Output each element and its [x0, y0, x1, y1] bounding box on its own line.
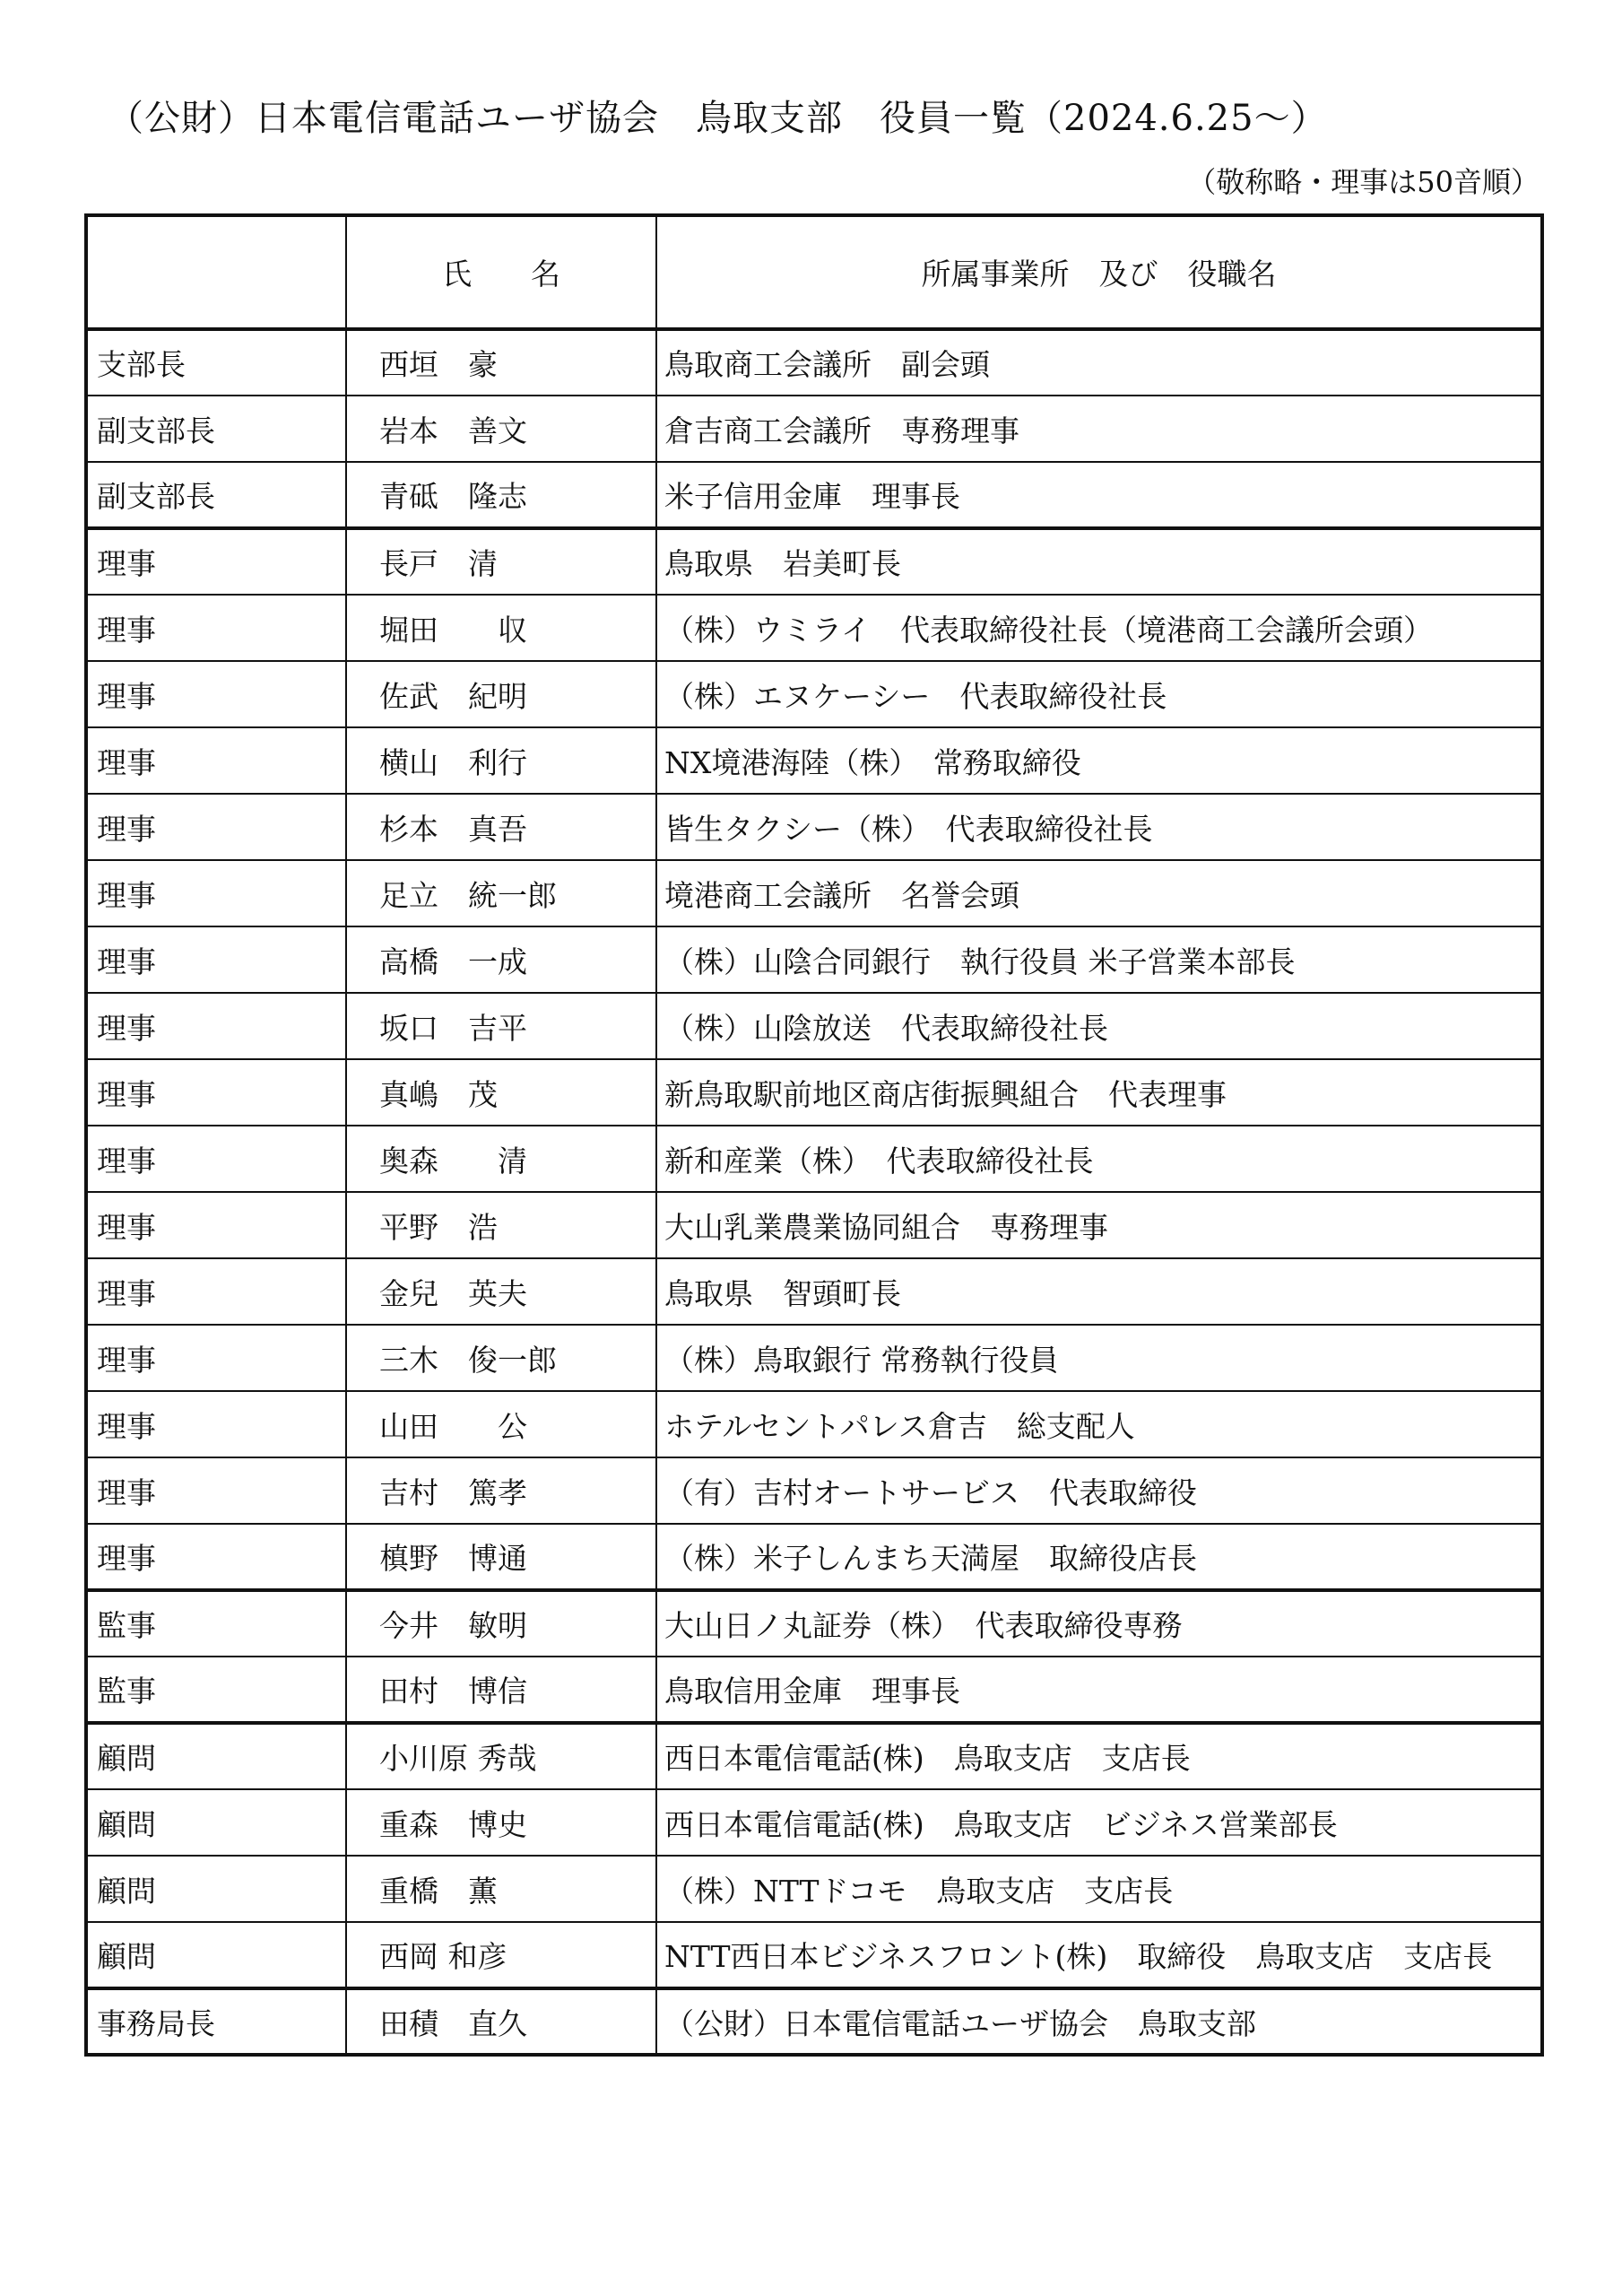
- table-row: [86, 595, 1542, 661]
- role-cell: 顧問: [86, 1922, 346, 1988]
- table-row: [86, 727, 1542, 794]
- affiliation-cell: （株）米子しんまち天満屋 取締役店長: [656, 1524, 1542, 1590]
- role-cell: 監事: [86, 1590, 346, 1657]
- affiliation-cell: 新和産業（株） 代表取締役社長: [656, 1126, 1542, 1192]
- affiliation-cell: （株）山陰合同銀行 執行役員 米子営業本部長: [656, 926, 1542, 993]
- role-cell: 顧問: [86, 1723, 346, 1789]
- affiliation-cell: （株）山陰放送 代表取締役社長: [656, 993, 1542, 1059]
- name-cell: 西垣 豪: [346, 329, 656, 396]
- role-cell: 事務局長: [86, 1988, 346, 2055]
- role-cell: 理事: [86, 993, 346, 1059]
- name-cell: 槙野 博通: [346, 1524, 656, 1590]
- role-cell: 理事: [86, 528, 346, 595]
- name-cell: 山田 公: [346, 1391, 656, 1457]
- name-cell: 重森 博史: [346, 1789, 656, 1856]
- table-row: [86, 1922, 1542, 1988]
- table-row: [86, 528, 1542, 595]
- name-cell: 杉本 真吾: [346, 794, 656, 860]
- table-row: [86, 1988, 1542, 2055]
- name-cell: 平野 浩: [346, 1192, 656, 1258]
- affiliation-cell: （公財）日本電信電話ユーザ協会 鳥取支部: [656, 1988, 1542, 2055]
- name-cell: 田村 博信: [346, 1657, 656, 1723]
- name-cell: 真嶋 茂: [346, 1059, 656, 1126]
- role-cell: 理事: [86, 926, 346, 993]
- table-row: [86, 1192, 1542, 1258]
- name-cell: 長戸 清: [346, 528, 656, 595]
- affiliation-cell: ホテルセントパレス倉吉 総支配人: [656, 1391, 1542, 1457]
- role-cell: 理事: [86, 1391, 346, 1457]
- name-cell: 吉村 篤孝: [346, 1457, 656, 1524]
- table-row: [86, 1457, 1542, 1524]
- name-cell: 田積 直久: [346, 1988, 656, 2055]
- name-cell: 金兒 英夫: [346, 1258, 656, 1325]
- name-cell: 今井 敏明: [346, 1590, 656, 1657]
- affiliation-cell: （株）エヌケーシー 代表取締役社長: [656, 661, 1542, 727]
- table-row: [86, 1657, 1542, 1723]
- name-cell: 三木 俊一郎: [346, 1325, 656, 1391]
- affiliation-cell: NX境港海陸（株） 常務取締役: [656, 727, 1542, 794]
- table-row: [86, 396, 1542, 462]
- affiliation-cell: 米子信用金庫 理事長: [656, 462, 1542, 528]
- affiliation-cell: 西日本電信電話(株) 鳥取支店 ビジネス営業部長: [656, 1789, 1542, 1856]
- affiliation-cell: （有）吉村オートサービス 代表取締役: [656, 1457, 1542, 1524]
- role-cell: 理事: [86, 661, 346, 727]
- honorific-note: （敬称略・理事は50音順）: [1187, 165, 1540, 199]
- role-cell: 理事: [86, 1325, 346, 1391]
- table-row: [86, 1126, 1542, 1192]
- table-header-row: [86, 215, 1542, 329]
- role-cell: 理事: [86, 1059, 346, 1126]
- document-title: （公財）日本電信電話ユーザ協会 鳥取支部 役員一覧（2024.6.25～）: [108, 98, 1328, 139]
- header-role: [86, 215, 346, 329]
- affiliation-cell: 鳥取県 岩美町長: [656, 528, 1542, 595]
- affiliation-cell: NTT西日本ビジネスフロント(株) 取締役 鳥取支店 支店長: [656, 1922, 1542, 1988]
- role-cell: 支部長: [86, 329, 346, 396]
- affiliation-cell: （株）NTTドコモ 鳥取支店 支店長: [656, 1856, 1542, 1922]
- name-cell: 高橋 一成: [346, 926, 656, 993]
- table-row: [86, 794, 1542, 860]
- name-cell: 横山 利行: [346, 727, 656, 794]
- name-cell: 青砥 隆志: [346, 462, 656, 528]
- role-cell: 副支部長: [86, 396, 346, 462]
- table-row: [86, 462, 1542, 528]
- table-row: [86, 993, 1542, 1059]
- affiliation-cell: （株）鳥取銀行 常務執行役員: [656, 1325, 1542, 1391]
- affiliation-cell: 大山日ノ丸証券（株） 代表取締役専務: [656, 1590, 1542, 1657]
- table-row: [86, 1325, 1542, 1391]
- affiliation-cell: 西日本電信電話(株) 鳥取支店 支店長: [656, 1723, 1542, 1789]
- name-cell: 奥森 清: [346, 1126, 656, 1192]
- role-cell: 理事: [86, 794, 346, 860]
- affiliation-cell: 境港商工会議所 名誉会頭: [656, 860, 1542, 926]
- name-cell: 岩本 善文: [346, 396, 656, 462]
- header-name: 氏 名: [346, 215, 656, 329]
- name-cell: 堀田 収: [346, 595, 656, 661]
- table-row: [86, 661, 1542, 727]
- name-cell: 西岡 和彦: [346, 1922, 656, 1988]
- name-cell: 佐武 紀明: [346, 661, 656, 727]
- role-cell: 理事: [86, 595, 346, 661]
- affiliation-cell: 鳥取県 智頭町長: [656, 1258, 1542, 1325]
- role-cell: 理事: [86, 1457, 346, 1524]
- role-cell: 顧問: [86, 1789, 346, 1856]
- affiliation-cell: 鳥取商工会議所 副会頭: [656, 329, 1542, 396]
- role-cell: 理事: [86, 1524, 346, 1590]
- affiliation-cell: 新鳥取駅前地区商店街振興組合 代表理事: [656, 1059, 1542, 1126]
- table-row: [86, 1856, 1542, 1922]
- officer-table: [84, 213, 1544, 2057]
- role-cell: 理事: [86, 1126, 346, 1192]
- role-cell: 理事: [86, 1192, 346, 1258]
- role-cell: 顧問: [86, 1856, 346, 1922]
- table-row: [86, 1789, 1542, 1856]
- table-row: [86, 1258, 1542, 1325]
- table-row: [86, 329, 1542, 396]
- role-cell: 理事: [86, 1258, 346, 1325]
- table-row: [86, 1059, 1542, 1126]
- table-row: [86, 1723, 1542, 1789]
- affiliation-cell: 鳥取信用金庫 理事長: [656, 1657, 1542, 1723]
- name-cell: 足立 統一郎: [346, 860, 656, 926]
- name-cell: 坂口 吉平: [346, 993, 656, 1059]
- header-affiliation: 所属事業所 及び 役職名: [656, 215, 1542, 329]
- affiliation-cell: 大山乳業農業協同組合 専務理事: [656, 1192, 1542, 1258]
- affiliation-cell: 皆生タクシー（株） 代表取締役社長: [656, 794, 1542, 860]
- table-row: [86, 926, 1542, 993]
- role-cell: 監事: [86, 1657, 346, 1723]
- table-row: [86, 860, 1542, 926]
- table-row: [86, 1524, 1542, 1590]
- role-cell: 理事: [86, 860, 346, 926]
- affiliation-cell: （株）ウミライ 代表取締役社長（境港商工会議所会頭）: [656, 595, 1542, 661]
- name-cell: 小川原 秀哉: [346, 1723, 656, 1789]
- role-cell: 副支部長: [86, 462, 346, 528]
- affiliation-cell: 倉吉商工会議所 専務理事: [656, 396, 1542, 462]
- table-row: [86, 1590, 1542, 1657]
- table-row: [86, 1391, 1542, 1457]
- name-cell: 重橋 薫: [346, 1856, 656, 1922]
- role-cell: 理事: [86, 727, 346, 794]
